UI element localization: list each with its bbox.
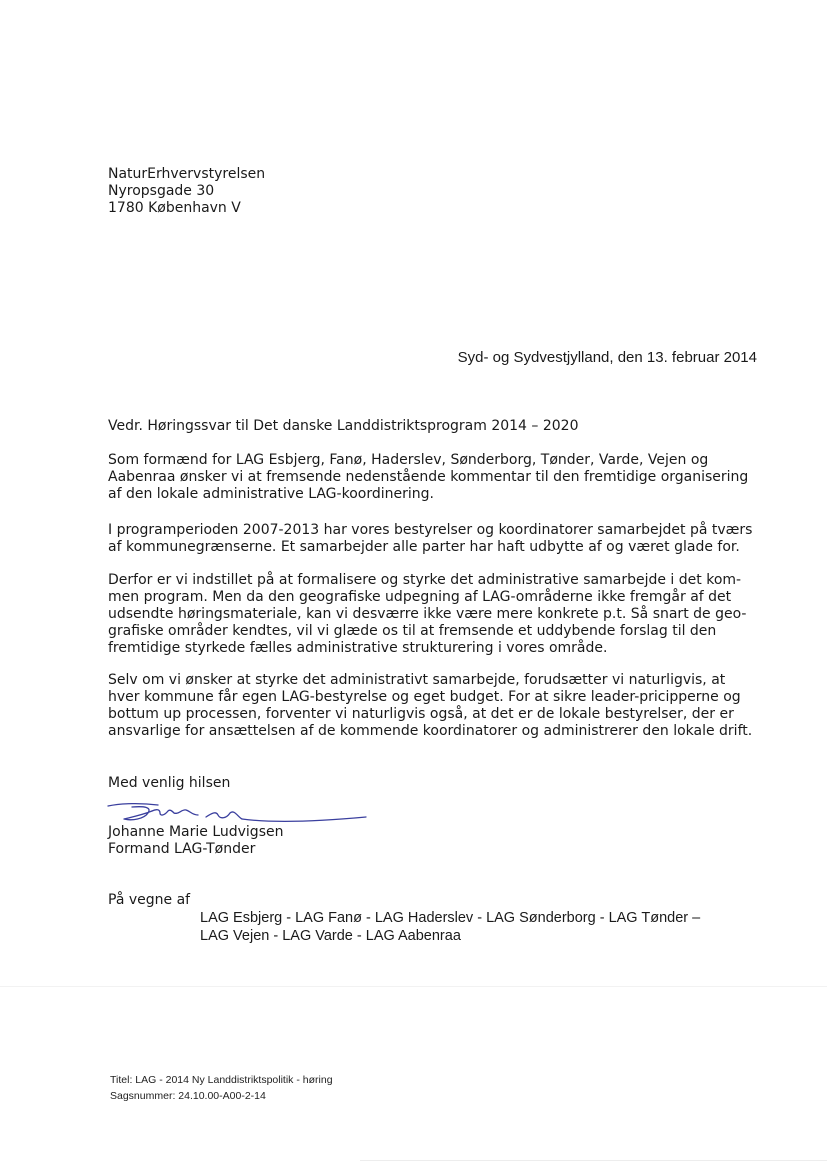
subject-line: [108, 418, 758, 435]
paragraph-line: grafiske områder kendtes, vil vi glæde os til at fremsende et uddybende forslag til den: [108, 623, 717, 639]
signer-title: Formand LAG-Tønder: [108, 841, 256, 857]
paragraph-line: af den lokale administrative LAG-koordinering.: [108, 486, 434, 502]
on-behalf-text: På vegne af: [108, 892, 191, 908]
paragraph-line: men program. Men da den geografiske udpegning af LAG-områderne ikke fremgår af det: [108, 589, 732, 605]
recipient-street: Nyropsgade 30: [108, 183, 215, 199]
closing-text: Med venlig hilsen: [108, 775, 231, 791]
paragraph-line: udsendte høringsmateriale, kan vi desværre ikke være mere konkrete p.t. Så snart de geo-: [108, 606, 747, 622]
subject-text: Vedr. Høringssvar til Det danske Landdistriktsprogram 2014 – 2020: [108, 418, 579, 434]
paragraph-line: ansvarlige for ansættelsen af de kommende koordinatorer og administrerer den lokale drift.: [108, 723, 753, 739]
paragraph-intro: [108, 452, 758, 503]
signer-name: Johanne Marie Ludvigsen: [108, 824, 284, 840]
recipient-address: [108, 166, 758, 217]
closing: [108, 775, 758, 792]
document-footer: [110, 1072, 333, 1104]
signer-block: [108, 824, 758, 858]
paragraph-line: bottum up processen, forventer vi naturligvis også, at det er de lokale bestyrelser, der er: [108, 706, 734, 722]
footer-title: Titel: LAG - 2014 Ny Landdistriktspolitik - høring: [110, 1074, 333, 1086]
paragraph-formalise: [108, 572, 758, 657]
paragraph-line: Som formænd for LAG Esbjerg, Fanø, Haderslev, Sønderborg, Tønder, Varde, Vejen og: [108, 452, 709, 468]
paragraph-line: af kommunegrænserne. Et samarbejder alle parter har haft udbytte af og været glade for.: [108, 539, 740, 555]
paragraph-line: Aabenraa ønsker vi at fremsende nedenstående kommentar til den fremtidige organisering: [108, 469, 749, 485]
lag-groups: [200, 909, 760, 945]
paragraph-conditions: [108, 672, 758, 740]
paragraph-line: I programperioden 2007-2013 har vores bestyrelser og koordinatorer samarbejdet på tværs: [108, 522, 753, 538]
place-and-date: Syd- og Sydvestjylland, den 13. februar 2014: [457, 349, 757, 366]
paragraph-line: Derfor er vi indstillet på at formalisere og styrke det administrative samarbejde i det kom-: [108, 572, 742, 588]
paragraph-cooperation: [108, 522, 758, 556]
divider: [360, 1160, 827, 1161]
paragraph-line: Selv om vi ønsker at styrke det administrativt samarbejde, forudsætter vi naturligvis, at: [108, 672, 726, 688]
lag-groups-line: LAG Vejen - LAG Varde - LAG Aabenraa: [200, 928, 461, 944]
paragraph-line: hver kommune får egen LAG-bestyrelse og eget budget. For at sikre leader-pricipperne og: [108, 689, 741, 705]
footer-case-number: Sagsnummer: 24.10.00-A00-2-14: [110, 1090, 266, 1102]
on-behalf: [108, 892, 758, 909]
recipient-name: NaturErhvervstyrelsen: [108, 166, 266, 182]
paragraph-line: fremtidige styrkede fælles administrative strukturering i vores område.: [108, 640, 608, 656]
recipient-city: 1780 København V: [108, 200, 241, 216]
divider: [0, 986, 827, 987]
lag-groups-line: LAG Esbjerg - LAG Fanø - LAG Haderslev - LAG Sønderborg - LAG Tønder –: [200, 910, 701, 926]
